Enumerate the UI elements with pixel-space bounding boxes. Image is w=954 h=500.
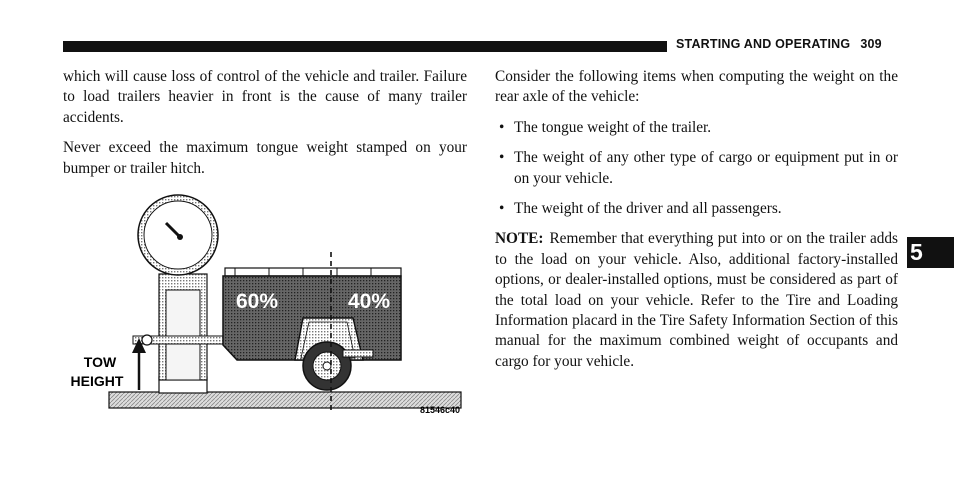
axle: [343, 350, 373, 357]
list-item: • The weight of the driver and all passengers.: [495, 199, 898, 219]
header-rule: [63, 41, 667, 52]
figure-code: 81546c40: [419, 405, 460, 415]
ground: [109, 392, 461, 408]
paragraph-rear-axle-intro: Consider the following items when computing the weight on the rear axle of the vehicle:: [495, 68, 898, 106]
list-item: • The tongue weight of the trailer.: [495, 118, 898, 138]
list-item: • The weight of any other type of cargo or equipment put in or on your vehicle.: [495, 148, 898, 189]
chapter-tab: [907, 237, 954, 268]
paragraph-tongue-weight: Never exceed the maximum tongue weight stamped on your bumper or trailer hitch.: [63, 139, 467, 177]
note-paragraph: [495, 229, 898, 372]
weight-items-list: [495, 118, 898, 220]
trailer-wheel: [303, 342, 351, 390]
trailer-weight-illustration: [63, 190, 468, 426]
scale-gauge: [138, 195, 218, 275]
left-column: [63, 67, 467, 189]
tow-height-arrow: [132, 338, 146, 390]
paragraph-loss-of-control: which will cause loss of control of the vehicle and trailer. Failure to load trailers heavier in front is the cause of many trailer accidents.: [63, 68, 467, 126]
page-number: 309: [860, 37, 882, 51]
scale-column-inner: [166, 290, 200, 380]
note-text: Remember that everything put into or on the trailer adds to the load on your vehicle. Also, additional factory-installed options, or dealer-installed options, must be considered as part of the total load on your vehicle. Refer to the Tire and Loading Information placard in the Tire Safety Information Section of this manual for the maximum combined weight of occupants and cargo for your vehicle.: [495, 230, 898, 370]
right-column: [495, 67, 898, 382]
chapter-number: 5: [910, 239, 923, 265]
tow-label: TOW: [83, 354, 117, 370]
front-weight-percent: 60%: [235, 290, 279, 313]
height-label: HEIGHT: [70, 373, 124, 389]
running-header: [676, 37, 882, 51]
section-title: STARTING AND OPERATING: [676, 37, 851, 51]
note-label: NOTE:: [495, 230, 544, 248]
hitch-coupler: [142, 335, 152, 345]
rear-weight-percent: 40%: [347, 290, 391, 313]
